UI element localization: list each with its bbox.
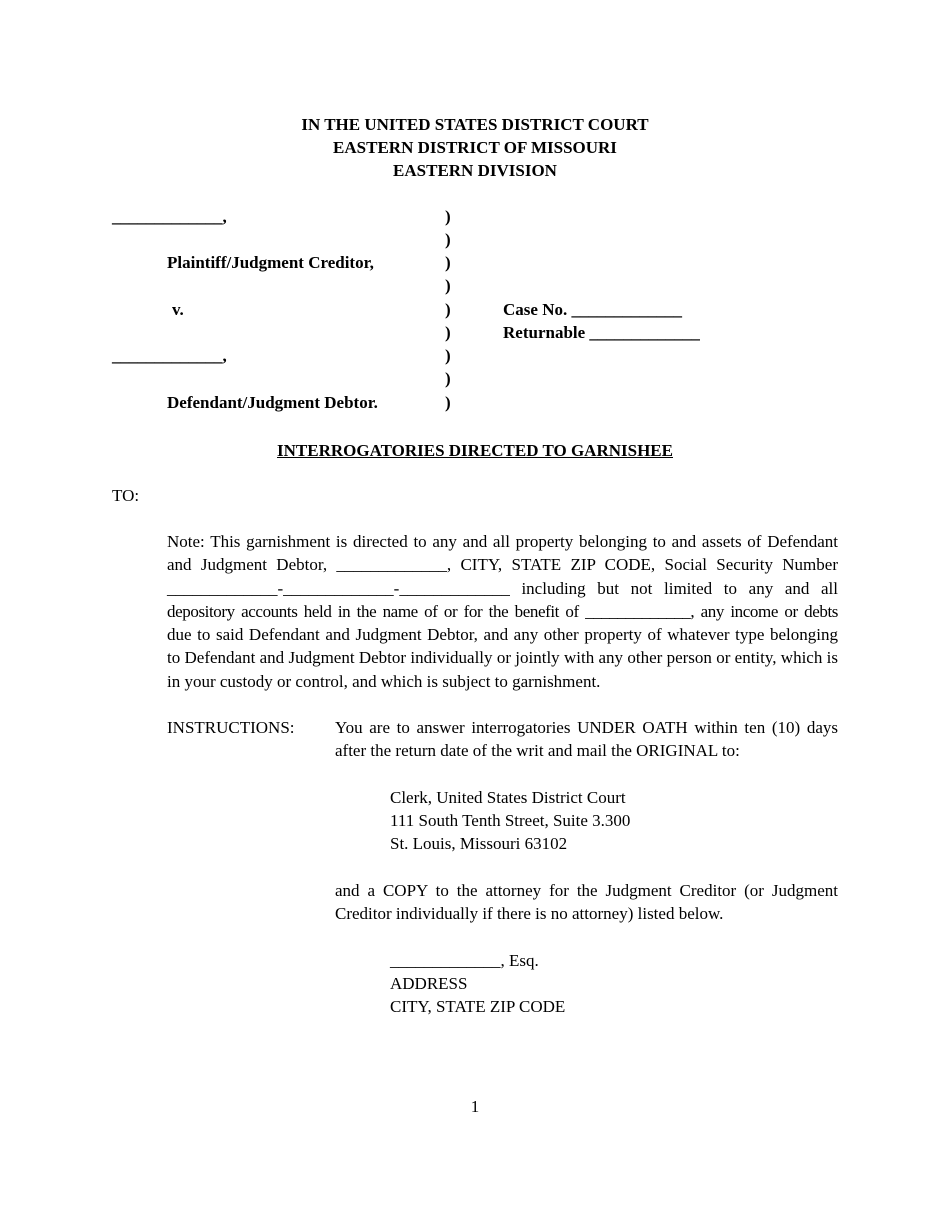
note-line: depository accounts held in the name of or for the benefit of _____________, any income or debts bbox=[167, 602, 838, 621]
note-line: to Defendant and Judgment Debtor individually or jointly with any other person or entity, which is bbox=[167, 648, 838, 667]
court-division: EASTERN DIVISION bbox=[393, 161, 557, 180]
plaintiff-label: Plaintiff/Judgment Creditor, bbox=[167, 253, 374, 272]
court-district: EASTERN DISTRICT OF MISSOURI bbox=[333, 138, 617, 157]
plaintiff-name-blank: _____________, bbox=[112, 207, 227, 226]
caption-paren: ) bbox=[445, 393, 451, 412]
caption-paren: ) bbox=[445, 276, 451, 295]
copy-instruction: and a COPY to the attorney for the Judgment Creditor (or Judgment bbox=[335, 881, 838, 900]
note-line: Note: This garnishment is directed to any and all property belonging to and assets of Defendant bbox=[167, 532, 838, 551]
returnable-field: Returnable _____________ bbox=[503, 323, 700, 342]
caption-paren: ) bbox=[445, 207, 451, 226]
copy-instruction: Creditor individually if there is no attorney) listed below. bbox=[335, 904, 724, 923]
note-line: _____________-_____________-_____________ including but not limited to any and all bbox=[167, 579, 838, 598]
court-name: IN THE UNITED STATES DISTRICT COURT bbox=[301, 115, 649, 134]
caption-paren: ) bbox=[445, 230, 451, 249]
defendant-label: Defendant/Judgment Debtor. bbox=[167, 393, 378, 412]
case-number-field: Case No. _____________ bbox=[503, 300, 682, 319]
instructions-text: after the return date of the writ and mail the ORIGINAL to: bbox=[335, 741, 740, 760]
to-label: TO: bbox=[112, 486, 140, 505]
clerk-address-line: St. Louis, Missouri 63102 bbox=[390, 834, 568, 853]
caption-paren: ) bbox=[445, 346, 451, 365]
instructions-text: You are to answer interrogatories UNDER OATH within ten (10) days bbox=[335, 718, 838, 737]
versus-label: v. bbox=[172, 300, 184, 319]
attorney-address: ADDRESS bbox=[390, 974, 468, 993]
caption-paren: ) bbox=[445, 369, 451, 388]
note-line: and Judgment Debtor, _____________, CITY, STATE ZIP CODE, Social Security Number bbox=[167, 555, 838, 574]
page-number: 1 bbox=[470, 1097, 480, 1116]
attorney-name-blank: _____________, Esq. bbox=[390, 951, 539, 970]
instructions-label: INSTRUCTIONS: bbox=[167, 718, 295, 737]
note-line: due to said Defendant and Judgment Debtor, and any other property of whatever type belonging bbox=[167, 625, 838, 644]
document-title: INTERROGATORIES DIRECTED TO GARNISHEE bbox=[277, 441, 673, 460]
caption-paren: ) bbox=[445, 323, 451, 342]
attorney-city-state-zip: CITY, STATE ZIP CODE bbox=[390, 997, 566, 1016]
clerk-address-line: Clerk, United States District Court bbox=[390, 788, 626, 807]
caption-paren: ) bbox=[445, 300, 451, 319]
note-line: in your custody or control, and which is subject to garnishment. bbox=[167, 672, 601, 691]
defendant-name-blank: _____________, bbox=[112, 346, 227, 365]
clerk-address-line: 111 South Tenth Street, Suite 3.300 bbox=[390, 811, 631, 830]
caption-paren: ) bbox=[445, 253, 451, 272]
